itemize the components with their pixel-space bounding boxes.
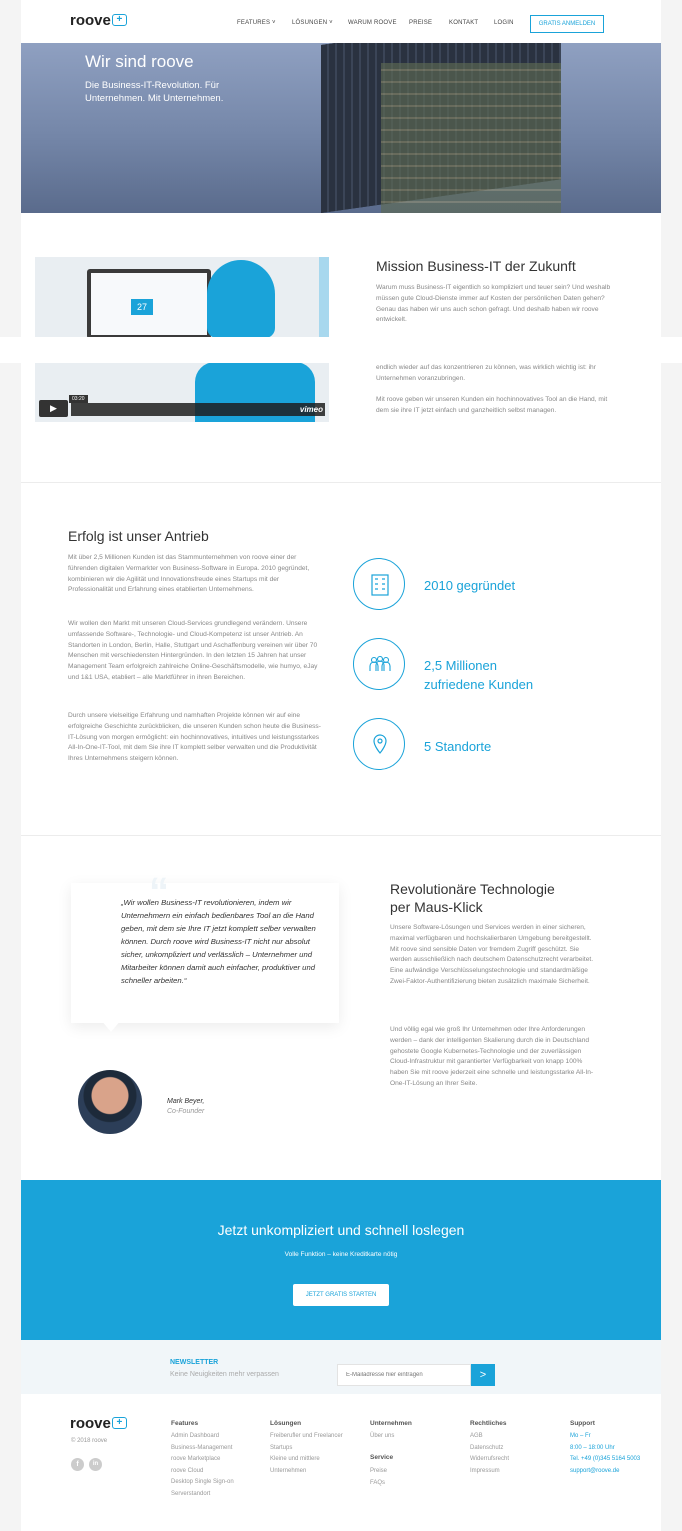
mission-paragraph-2: endlich wieder auf das konzentrieren zu können, was wirklich wichtig ist: ihr Unternehmen voranzubringen.	[376, 364, 596, 382]
newsletter-subtitle: Keine Neuigkeiten mehr verpassen	[170, 1371, 279, 1378]
mission-paragraph-1: Warum muss Business-IT eigentlich so kompliziert und teuer sein? Und weshalb müssen gute Cloud-Dienste immer auf Kosten der persönlichen Daten gehen? Genau das haben wir uns auch schon gefragt. Und deshalb haben wir roove entwickelt.	[376, 284, 611, 324]
footer-heading-loesungen: Lösungen	[270, 1420, 302, 1427]
hero-title: Wir sind roove	[85, 52, 194, 71]
location-icon	[353, 718, 405, 770]
footer-heading-unternehmen: Unternehmen	[370, 1420, 412, 1427]
footer-link[interactable]: roove Cloud	[171, 1467, 204, 1474]
footer-link[interactable]: Impressum	[470, 1467, 500, 1474]
nav-loesungen[interactable]: LÖSUNGEN ˅	[292, 20, 333, 26]
erfolg-paragraph-1: Mit über 2,5 Millionen Kunden ist das Stammunternehmen von roove einer der führenden digitalen Vermarkter von Business-Software in Europa. 2010 gegründet, kombinieren wir die Agilität und Innovationsfreude eines Startups mit der Professionalität und Erfahrung eines etablierten Unternehmens.	[68, 554, 310, 594]
quote-text: „Wir wollen Business-IT revolutionieren, indem wir Unternehmern ein einfach bedienbares Tool an die Hand geben, mit dem sie Ihre IT jetzt komplett selber verwalten können. Durch roove wird Business-IT nicht nur absolut sicher, unkompliziert und verlässlich – Unternehmer und Mitarbeiter können damit auch einfacher, produktiver und schneller arbeiten.“	[121, 898, 316, 985]
footer-link[interactable]: Business-Management	[171, 1444, 233, 1451]
section-divider	[21, 835, 661, 836]
nav-login[interactable]: LOGIN	[494, 20, 514, 26]
author-role: Co-Founder	[167, 1108, 205, 1115]
people-icon	[353, 638, 405, 690]
support-hours-days: Mo – Fr	[570, 1433, 591, 1439]
tech-title: Revolutionäre Technologie per Maus-Klick	[390, 881, 555, 915]
tech-paragraph-2: Und völlig egal wie groß Ihr Unternehmen oder Ihre Anforderungen werden – dank der intelligenten Skalierung durch die in Deutschland gehostete Google Kubernetes-Technologie und der zuverlässigen Cloud-Infrastruktur mit garantierter Verfügbarkeit von knapp 100% haben Sie mit roove jederzeit eine schnelle und leistungsstarke All-In-One-IT-Lösung an Ihrer Seite.	[390, 1026, 594, 1087]
logo-plus-icon: +	[112, 14, 127, 26]
avatar	[78, 1070, 142, 1134]
section-divider	[21, 482, 661, 483]
stat-customers: 2,5 Millionen zufriedene Kunden	[424, 658, 534, 692]
header-logo[interactable]: roove +	[70, 12, 127, 29]
mission-title: Mission Business-IT der Zukunft	[376, 258, 576, 274]
footer-link[interactable]: Desktop Single Sign-on	[171, 1479, 234, 1485]
vimeo-logo[interactable]: vimeo	[299, 405, 323, 414]
tech-paragraph-1: Unsere Software-Lösungen und Services werden in einer sicheren, maximal verfügbaren und hochskalierbaren Umgebung bereitgestellt. Mit roove sind sensible Daten vor fremdem Zugriff geschützt. Sie werden ausschließlich nach deutschem Datenschutzrecht verarbeitet. Eine aufwändige Verschlüsselungstechnologie und standardmäßige Zwei-Faktor-Authentifizierung bieten zusätzlich maximale Sicherheit.	[390, 924, 594, 985]
footer-link[interactable]: Serverstandort	[171, 1490, 211, 1497]
footer-link[interactable]: roove Marketplace	[171, 1456, 221, 1462]
video-monitor-illustration	[87, 269, 211, 339]
person-illustration	[207, 260, 275, 338]
footer-link[interactable]: Freiberufler und Freelancer	[270, 1433, 343, 1439]
footer-heading-support: Support	[570, 1420, 595, 1427]
footer-link[interactable]: Datenschutz	[470, 1444, 504, 1451]
linkedin-icon[interactable]: in	[89, 1458, 102, 1471]
erfolg-paragraph-3: Durch unsere vielseitige Erfahrung und namhaften Projekte können wir auf eine erfolgreiche Geschichte zurückblicken, die unseren Kunden schon heute die Business-IT-Lösung von morgen ermöglicht: ein hochinnovatives, intuitives und leistungsstarkes All-In-One-IT-Tool, mit dem Sie ihre IT komplett selber verwalten und die Produktivität Ihres Unternehmens steigern können.	[68, 712, 321, 763]
nav-warum-roove[interactable]: WARUM ROOVE	[348, 20, 397, 26]
footer-link[interactable]: Startups	[270, 1444, 293, 1451]
logo-plus-icon: +	[112, 1417, 127, 1429]
erfolg-paragraph-2: Wir wollen den Markt mit unseren Cloud-Services grundlegend verändern. Unsere umfassende Software-, Technologie- und Cloud-Kompetenz ist unser Antrieb. An Standorten in London, Berlin, Halle, Stuttgart und Aschaffenburg vereinen wir über 70 Menschen mit verschiedensten Hintergründen. In den letzten 15 Jahren hat unser Management Team erfolgreich zahlreiche Online-Geschäftsmodelle, wie humyo, eJay und 1&1 USA, etabliert – alle Marktführer in ihren Bereichen.	[68, 620, 318, 681]
nav-features[interactable]: FEATURES ˅	[237, 20, 276, 26]
stat-locations: 5 Standorte	[424, 739, 492, 754]
hero-building-facade	[381, 63, 561, 213]
page	[21, 0, 661, 1531]
author-name: Mark Beyer,	[167, 1098, 205, 1105]
footer-heading-service: Service	[370, 1454, 394, 1461]
footer-link[interactable]: Unternehmen	[270, 1467, 307, 1474]
footer-link[interactable]: FAQs	[370, 1479, 386, 1486]
footer-heading-rechtliches: Rechtliches	[470, 1420, 507, 1427]
footer-copyright: © 2018 roove	[71, 1438, 108, 1444]
hero-subtitle: Die Business-IT-Revolution. Für Unternehmen. Mit Unternehmen.	[85, 80, 224, 104]
video-time: 03:20	[69, 395, 88, 403]
footer-heading-features: Features	[171, 1420, 199, 1427]
mission-paragraph-3: Mit roove geben wir unseren Kunden ein hochinnovatives Tool an die Hand, mit dem sie ihre IT jetzt einfach und ganzheitlich selbst managen.	[376, 396, 608, 414]
quote-mark-icon: “	[149, 870, 169, 914]
page-gap-strip	[0, 337, 682, 363]
footer-link[interactable]: Admin Dashboard	[171, 1433, 220, 1439]
support-phone[interactable]: Tel. +49 (0)345 5164 5003	[570, 1456, 641, 1462]
erfolg-title: Erfolg ist unser Antrieb	[68, 528, 209, 544]
footer-logo[interactable]: roove +	[70, 1415, 127, 1432]
footer-link[interactable]: Über uns	[370, 1433, 395, 1439]
start-free-button[interactable]: JETZT GRATIS STARTEN	[293, 1284, 389, 1306]
stat-founded: 2010 gegründet	[424, 578, 516, 593]
cta-banner	[21, 1180, 661, 1340]
video-progress-bar[interactable]	[71, 403, 325, 416]
footer-link[interactable]: Widerrufsrecht	[470, 1456, 510, 1462]
building-icon	[353, 558, 405, 610]
footer-link[interactable]: Preise	[370, 1468, 388, 1474]
calendar-tile: 27	[131, 299, 153, 315]
facebook-icon[interactable]: f	[71, 1458, 84, 1471]
play-icon[interactable]: ▶	[39, 400, 68, 417]
cta-subtitle: Volle Funktion – keine Kreditkarte nötig	[284, 1251, 398, 1258]
support-email[interactable]: support@roove.de	[570, 1467, 620, 1474]
support-hours-time: 8:00 – 18:00 Uhr	[570, 1444, 615, 1451]
newsletter-title: NEWSLETTER	[170, 1359, 219, 1366]
nav-kontakt[interactable]: KONTAKT	[449, 20, 479, 26]
newsletter-email-input[interactable]	[337, 1364, 471, 1386]
nav-preise[interactable]: PREISE	[409, 20, 433, 26]
footer-link[interactable]: Kleine und mittlere	[270, 1456, 320, 1462]
footer-link[interactable]: AGB	[470, 1433, 483, 1439]
signup-button[interactable]: GRATIS ANMELDEN	[530, 15, 604, 33]
cta-title: Jetzt unkompliziert und schnell loslegen	[217, 1222, 465, 1238]
newsletter-submit-button[interactable]: >	[471, 1364, 495, 1386]
